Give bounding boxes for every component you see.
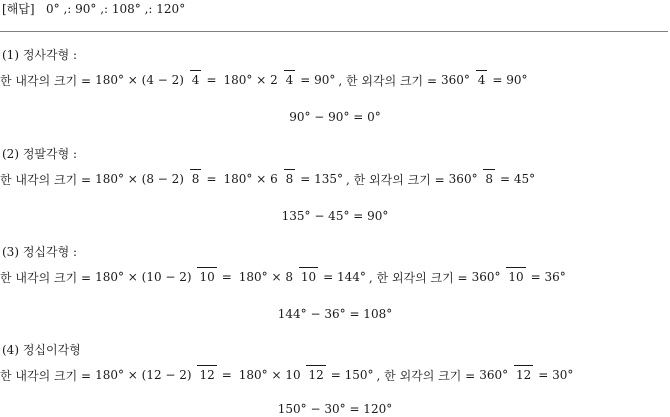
exterior-angle-value: = 45° [500,172,536,186]
fraction-denominator: 10 [299,267,318,284]
fraction-numerator: 180° × 6 [223,172,278,186]
fraction-numerator: 180° × 2 [223,73,278,87]
answer-summary: 0° ,: 90° ,: 108° ,: 120° [46,2,186,16]
fraction-denominator: 10 [197,267,216,284]
exterior-fraction [439,73,487,87]
answer-tag: [해답] [2,2,35,16]
difference-result: 90° − 90° = 0° [289,110,381,124]
exterior-angle-value: = 30° [538,368,574,382]
section-title: (3) 정십각형 : [2,245,78,259]
angle-equation [0,357,576,393]
difference-result: 144° − 36° = 108° [277,307,393,321]
exterior-angle-value: = 36° [530,270,566,284]
section-title: (4) 정십이각형 [2,343,81,357]
interior-fraction-1 [93,368,217,382]
divider-line [0,31,668,32]
fraction-denominator: 8 [284,169,296,186]
exterior-angle-label: , 한 외각의 크기 = [368,270,468,285]
interior-angle-value: = 150° [330,368,374,382]
angle-equation [0,259,569,295]
exterior-angle-value: = 90° [492,73,528,87]
interior-angle-label: 한 내각의 크기 = [0,270,92,285]
exterior-angle-label: , 한 외각의 크기 = [376,368,476,383]
fraction-denominator: 4 [476,70,488,87]
interior-fraction-2 [237,368,326,382]
interior-angle-value: = 90° [300,73,336,87]
section-title: (1) 정사각형 : [2,48,78,62]
fraction-numerator: 180° × (10 − 2) [95,270,192,284]
fraction-denominator: 8 [483,169,495,186]
exterior-fraction [477,368,533,382]
equals-sign: = [206,172,217,186]
fraction-denominator: 4 [284,70,296,87]
equals-sign: = [221,270,232,284]
fraction-numerator: 360° [441,73,470,87]
fraction-numerator: 180° × 10 [238,368,301,382]
section-title: (2) 정팔각형 : [2,147,78,161]
angle-equation [0,62,531,98]
exterior-fraction [447,172,495,186]
interior-fraction-2 [237,270,318,284]
interior-angle-label: 한 내각의 크기 = [0,368,92,383]
fraction-numerator: 360° [471,270,501,284]
fraction-denominator: 10 [506,267,525,284]
interior-fraction-2 [222,172,296,186]
fraction-numerator: 360° [448,172,478,186]
fraction-numerator: 360° [479,368,509,382]
angle-equation [0,161,538,197]
fraction-denominator: 4 [190,70,202,87]
interior-fraction-1 [93,73,201,87]
interior-angle-value: = 144° [323,270,366,284]
fraction-denominator: 12 [514,365,533,382]
interior-angle-label: 한 내각의 크기 = [0,172,92,187]
fraction-numerator: 180° × (8 − 2) [95,172,184,186]
equals-sign: = [221,368,232,382]
interior-angle-label: 한 내각의 크기 = [0,73,92,88]
fraction-numerator: 180° × 8 [238,270,294,284]
exterior-angle-label: , 한 외각의 크기 = [338,73,438,88]
interior-fraction-2 [222,73,296,87]
interior-fraction-1 [93,270,217,284]
fraction-numerator: 180° × (4 − 2) [95,73,184,87]
exterior-angle-label: , 한 외각의 크기 = [345,172,445,187]
interior-fraction-1 [93,172,201,186]
fraction-denominator: 8 [190,169,202,186]
interior-angle-value: = 135° [300,172,343,186]
equals-sign: = [206,73,217,87]
fraction-denominator: 12 [197,365,216,382]
fraction-denominator: 12 [306,365,325,382]
answer-header [2,1,185,17]
difference-result: 135° − 45° = 90° [281,209,389,223]
exterior-fraction [470,270,526,284]
fraction-numerator: 180° × (12 − 2) [95,368,192,382]
difference-result: 150° − 30° = 120° [277,402,393,416]
